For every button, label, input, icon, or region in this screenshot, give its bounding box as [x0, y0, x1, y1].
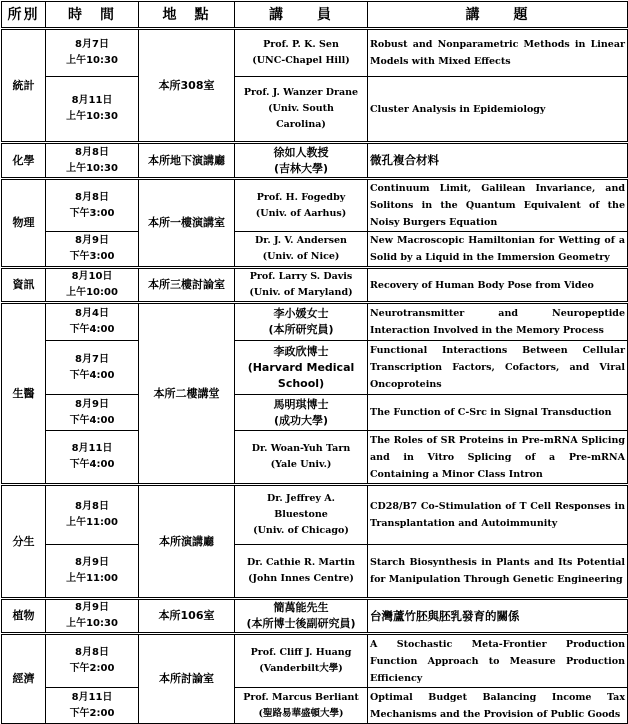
speaker-line: 李政欣博士 [273, 344, 329, 358]
speaker-line: 馬明琪博士 [273, 397, 329, 411]
speaker-cell [235, 29, 368, 77]
header-dept: 所別 [2, 2, 46, 29]
date-text: 8月4日 [75, 308, 109, 319]
date-text: 8月7日 [75, 39, 109, 50]
date-text: 8月8日 [75, 146, 109, 158]
date-text: 8月11日 [71, 443, 113, 454]
speaker-line: (吉林大學) [273, 161, 329, 175]
datetime-cell [46, 395, 139, 431]
speaker-cell [235, 634, 368, 688]
date-text: 8月9日 [75, 602, 109, 613]
time-text: 下午4:00 [69, 369, 115, 381]
speaker-line: (Univ. of Nice) [262, 251, 340, 262]
speaker-cell [235, 179, 368, 232]
speaker-line: Prof. Cliff J. Huang [250, 647, 352, 658]
speaker-line: (Univ. of Chicago) [253, 525, 349, 536]
speaker-cell [235, 545, 368, 599]
table-row [2, 599, 628, 634]
table-row [2, 485, 628, 545]
speaker-line: 李小媛女士 [273, 307, 329, 320]
place-cell: 本所二樓講堂 [139, 303, 235, 485]
topic-cell: Continuum Limit, Galilean Invariance, and Solitons in the Quantum Equivalent of the Noisy Burgers Equation [368, 179, 628, 232]
datetime-cell [46, 485, 139, 545]
header-place: 地 點 [139, 2, 235, 29]
date-text: 8月11日 [71, 691, 113, 703]
date-text: 8月9日 [75, 557, 109, 568]
speaker-line: Dr. Woan-Yuh Tarn [251, 443, 351, 454]
topic-cell: A Stochastic Meta-Frontier Production Function Approach to Measure Production Efficiency [368, 634, 628, 688]
table-row [2, 143, 628, 179]
place-cell: 本所地下演講廳 [139, 143, 235, 179]
header-topic: 講 題 [368, 2, 628, 29]
speaker-line: Prof. P. K. Sen [263, 39, 339, 50]
department-cell: 資訊 [2, 268, 46, 303]
speaker-line: Dr. J. V. Andersen [255, 235, 347, 246]
speaker-cell [235, 341, 368, 395]
datetime-cell [46, 688, 139, 724]
datetime-cell [46, 143, 139, 179]
datetime-cell [46, 232, 139, 268]
speaker-line: (聖路易華盛頓大學) [258, 707, 344, 719]
datetime-cell [46, 634, 139, 688]
table-row [2, 395, 628, 431]
table-row [2, 688, 628, 724]
table-row [2, 268, 628, 303]
speaker-line: (Univ. of Aarhus) [255, 207, 347, 219]
place-cell: 本所三樓討論室 [139, 268, 235, 303]
table-row [2, 303, 628, 341]
speaker-line: 簡萬能先生 [273, 601, 329, 614]
speaker-cell [235, 143, 368, 179]
time-text: 下午2:00 [69, 707, 115, 719]
date-text: 8月8日 [75, 191, 109, 203]
department-cell: 統計 [2, 29, 46, 143]
topic-cell: Cluster Analysis in Epidemiology [368, 77, 628, 143]
datetime-cell [46, 341, 139, 395]
time-text: 上午11:00 [66, 517, 118, 528]
speaker-line: (Vanderbilt大學) [259, 663, 343, 674]
time-text: 上午10:00 [66, 287, 118, 298]
datetime-cell [46, 599, 139, 634]
place-cell: 本所演講廳 [139, 485, 235, 599]
time-text: 上午10:30 [66, 618, 118, 629]
datetime-cell [46, 268, 139, 303]
department-cell: 分生 [2, 485, 46, 599]
speaker-line: Prof. Larry S. Davis [249, 271, 353, 282]
datetime-cell [46, 77, 139, 143]
topic-cell: Robust and Nonparametric Methods in Linear Models with Mixed Effects [368, 29, 628, 77]
header-speaker: 講 員 [235, 2, 368, 29]
time-text: 下午4:00 [69, 324, 115, 335]
speaker-cell [235, 77, 368, 143]
speaker-line: 徐如人教授 [273, 145, 329, 159]
speaker-cell [235, 232, 368, 268]
time-text: 下午2:00 [69, 663, 115, 674]
table-row [2, 634, 628, 688]
topic-cell: Neurotransmitter and Neuropeptide Interaction Involved in the Memory Process [368, 303, 628, 341]
topic-cell: The Function of C-Src in Signal Transduction [368, 395, 628, 431]
date-text: 8月8日 [75, 647, 109, 658]
date-text: 8月11日 [71, 95, 113, 106]
topic-cell: The Roles of SR Proteins in Pre-mRNA Splicing and in Vitro Splicing of a Pre-mRNA Containing a Minor Class Intron [368, 431, 628, 485]
date-text: 8月8日 [75, 501, 109, 512]
header-time: 時 間 [46, 2, 139, 29]
time-text: 上午11:00 [66, 573, 118, 584]
table-row [2, 545, 628, 599]
department-cell: 化學 [2, 143, 46, 179]
speaker-cell [235, 485, 368, 545]
place-cell: 本所308室 [139, 29, 235, 143]
speaker-line: (Univ. of Maryland) [249, 287, 353, 298]
time-text: 下午3:00 [69, 251, 115, 262]
speaker-line: (成功大學) [273, 413, 329, 427]
date-text: 8月9日 [75, 398, 109, 410]
topic-cell: 微孔複合材料 [368, 143, 628, 179]
topic-cell: Optimal Budget Balancing Income Tax Mechanisms and the Provision of Public Goods [368, 688, 628, 724]
place-cell: 本所106室 [139, 599, 235, 634]
speaker-line: (UNC-Chapel Hill) [252, 55, 350, 66]
time-text: 上午10:30 [66, 111, 118, 122]
speaker-cell [235, 268, 368, 303]
speaker-line: Dr. Jeffrey A. [267, 493, 335, 504]
table-row [2, 179, 628, 232]
speaker-line: (本所博士後副研究員) [246, 617, 356, 630]
topic-cell: Starch Biosynthesis in Plants and Its Potential for Manipulation Through Genetic Engineering [368, 545, 628, 599]
datetime-cell [46, 431, 139, 485]
topic-cell: 台灣蘆竹胚與胚乳發育的關係 [368, 599, 628, 634]
table-row [2, 341, 628, 395]
speaker-line: (Univ. South [268, 103, 334, 114]
speaker-line: (John Innes Centre) [248, 573, 354, 584]
place-cell: 本所一樓演講室 [139, 179, 235, 268]
table-row [2, 431, 628, 485]
time-text: 上午10:30 [66, 55, 118, 66]
datetime-cell [46, 179, 139, 232]
speaker-line: School) [277, 376, 325, 390]
table-row [2, 29, 628, 77]
topic-cell: CD28/B7 Co-Stimulation of T Cell Responses in Transplantation and Autoimmunity [368, 485, 628, 545]
datetime-cell [46, 303, 139, 341]
date-text: 8月9日 [75, 235, 109, 246]
speaker-cell [235, 431, 368, 485]
topic-cell: New Macroscopic Hamiltonian for Wetting of a Solid by a Liquid in the Immersion Geometry [368, 232, 628, 268]
speaker-line: (Yale Univ.) [270, 459, 332, 470]
department-cell: 經濟 [2, 634, 46, 724]
department-cell: 物理 [2, 179, 46, 268]
speaker-line: Prof. Marcus Berliant [243, 691, 359, 703]
place-cell: 本所討論室 [139, 634, 235, 724]
time-text: 下午3:00 [69, 207, 115, 219]
topic-cell: Recovery of Human Body Pose from Video [368, 268, 628, 303]
time-text: 上午10:30 [66, 162, 118, 174]
department-cell: 植物 [2, 599, 46, 634]
speaker-line: Carolina) [276, 119, 326, 130]
datetime-cell [46, 545, 139, 599]
date-text: 8月10日 [71, 271, 113, 282]
header-row [2, 2, 628, 29]
speaker-cell [235, 303, 368, 341]
table-row [2, 232, 628, 268]
speaker-line: (本所研究員) [268, 323, 334, 336]
speaker-line: (Harvard Medical [247, 360, 355, 374]
speaker-cell [235, 688, 368, 724]
time-text: 下午4:00 [69, 414, 115, 426]
department-cell: 生醫 [2, 303, 46, 485]
time-text: 下午4:00 [69, 459, 115, 470]
speaker-cell [235, 395, 368, 431]
topic-cell: Functional Interactions Between Cellular Transcription Factors, Cofactors, and Viral Oncoproteins [368, 341, 628, 395]
speaker-line: Prof. H. Fogedby [256, 191, 346, 203]
date-text: 8月7日 [75, 353, 109, 365]
table-row [2, 77, 628, 143]
speaker-line: Bluestone [274, 509, 328, 520]
speaker-line: Dr. Cathie R. Martin [246, 557, 356, 568]
schedule-body [2, 29, 628, 724]
datetime-cell [46, 29, 139, 77]
speaker-line: Prof. J. Wanzer Drane [243, 87, 359, 98]
seminar-schedule-table [1, 1, 628, 724]
speaker-cell [235, 599, 368, 634]
